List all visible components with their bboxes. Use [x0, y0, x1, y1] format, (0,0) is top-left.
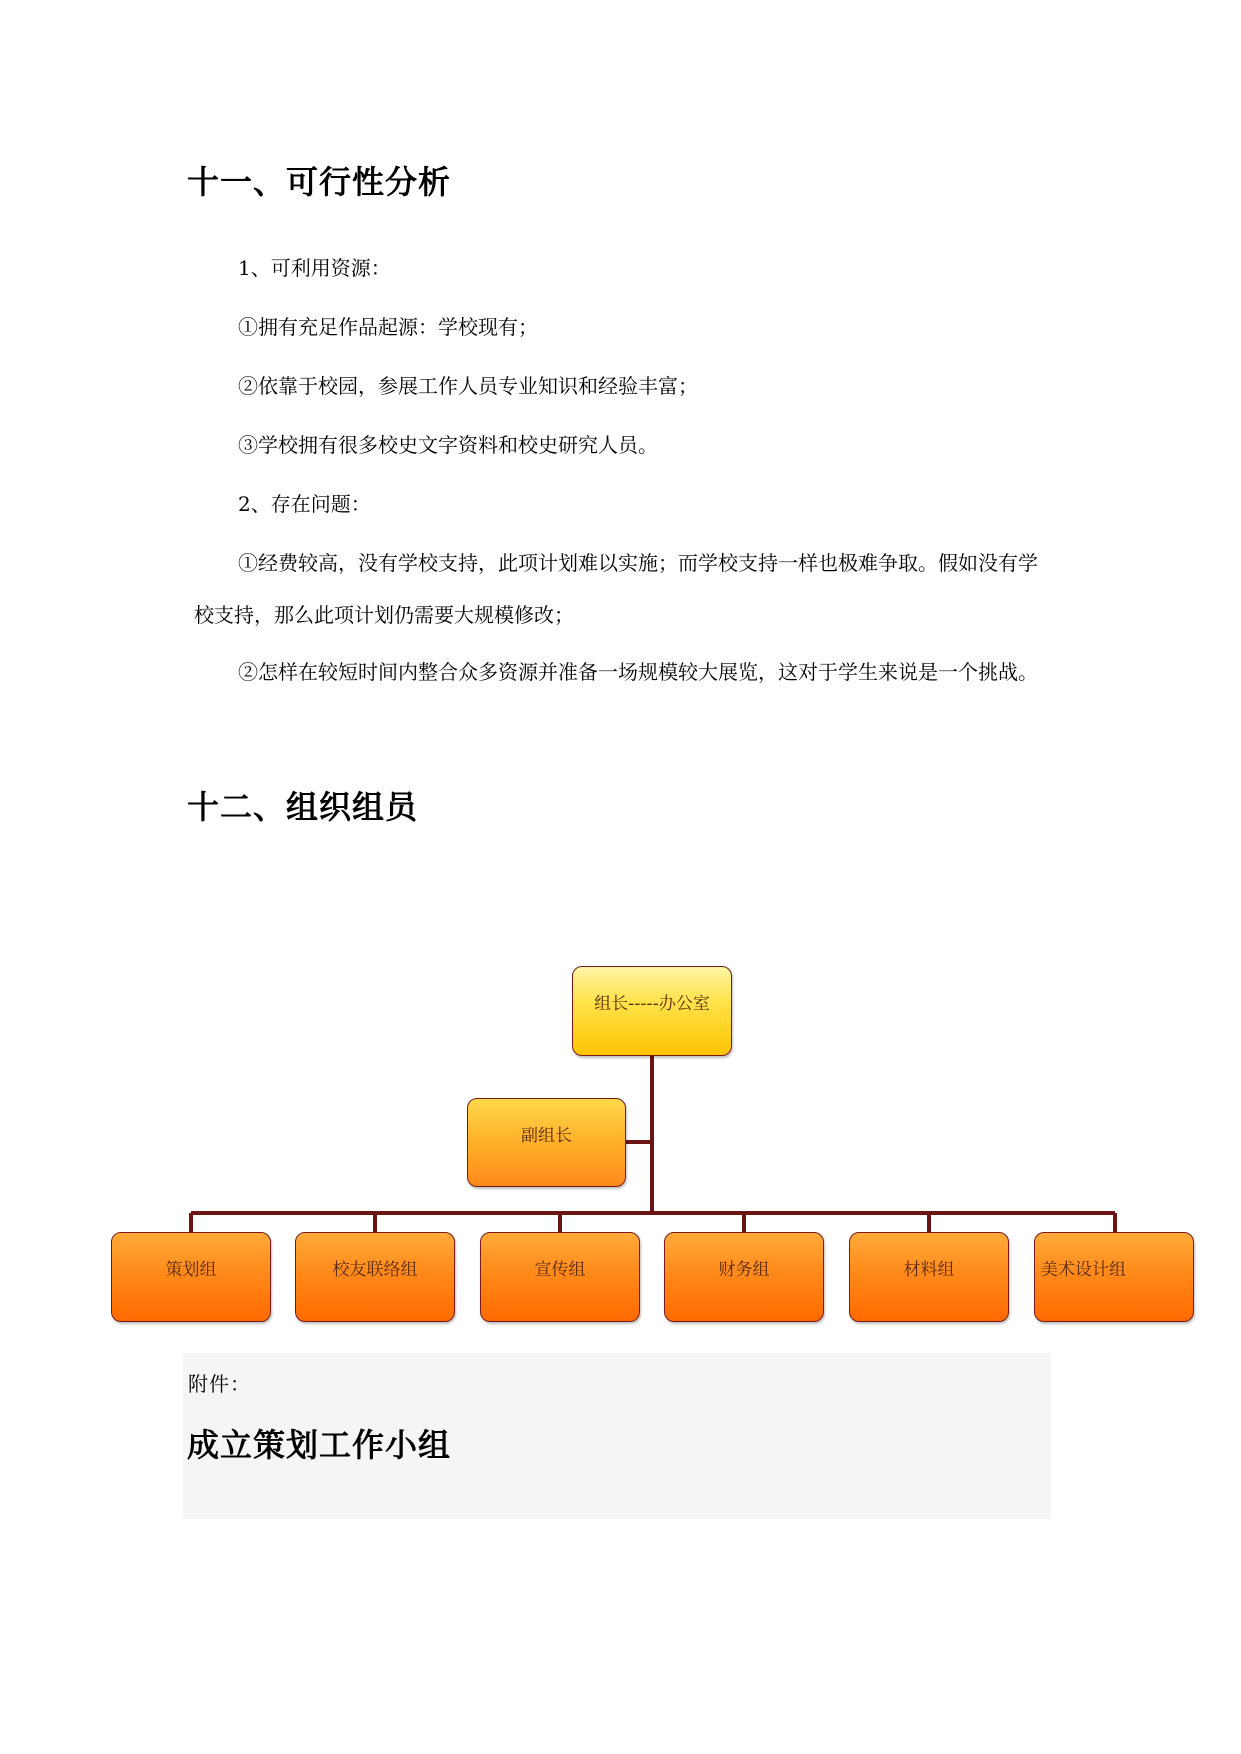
org-node-group [480, 1232, 640, 1322]
org-node-group [664, 1232, 824, 1322]
org-node-group-label: 宣传组 [534, 1260, 586, 1280]
section-12-title: 十二、组织组员 [187, 788, 419, 826]
org-node-group-label: 财务组 [718, 1260, 770, 1280]
org-node-group [849, 1232, 1009, 1322]
org-node-deputy [467, 1098, 626, 1187]
attachment-title: 成立策划工作小组 [187, 1426, 452, 1464]
problem-item-2: ②怎样在较短时间内整合众多资源并准备一场规模较大展览，这对于学生来说是一个挑战。 [238, 660, 1038, 684]
org-node-group-label: 校友联络组 [332, 1260, 418, 1280]
org-node-group [1034, 1232, 1194, 1322]
resource-item-2: ②依靠于校园，参展工作人员专业知识和经验丰富； [238, 374, 698, 398]
attachment-label: 附件： [188, 1372, 251, 1396]
org-node-group-label: 美术设计组 [1041, 1260, 1126, 1280]
resources-heading: 1、可利用资源： [238, 256, 391, 280]
org-chart [0, 940, 1241, 1340]
org-node-leader-label: 组长-----办公室 [594, 994, 710, 1014]
org-node-deputy-label: 副组长 [521, 1126, 572, 1146]
org-node-leader [572, 966, 732, 1056]
org-node-group [111, 1232, 271, 1322]
org-node-group-label: 策划组 [165, 1260, 217, 1280]
resource-item-1: ①拥有充足作品起源：学校现有； [238, 315, 538, 339]
problem-item-1: ①经费较高，没有学校支持，此项计划难以实施；而学校支持一样也极难争取。假如没有学校支持，那么此项计划仍需要大规模修改； [194, 551, 1038, 627]
org-node-group [295, 1232, 455, 1322]
resource-item-3: ③学校拥有很多校史文字资料和校史研究人员。 [238, 433, 658, 457]
problems-heading: 2、存在问题： [238, 492, 371, 516]
org-node-group-label: 材料组 [903, 1260, 955, 1280]
section-11-title: 十一、可行性分析 [187, 163, 452, 201]
